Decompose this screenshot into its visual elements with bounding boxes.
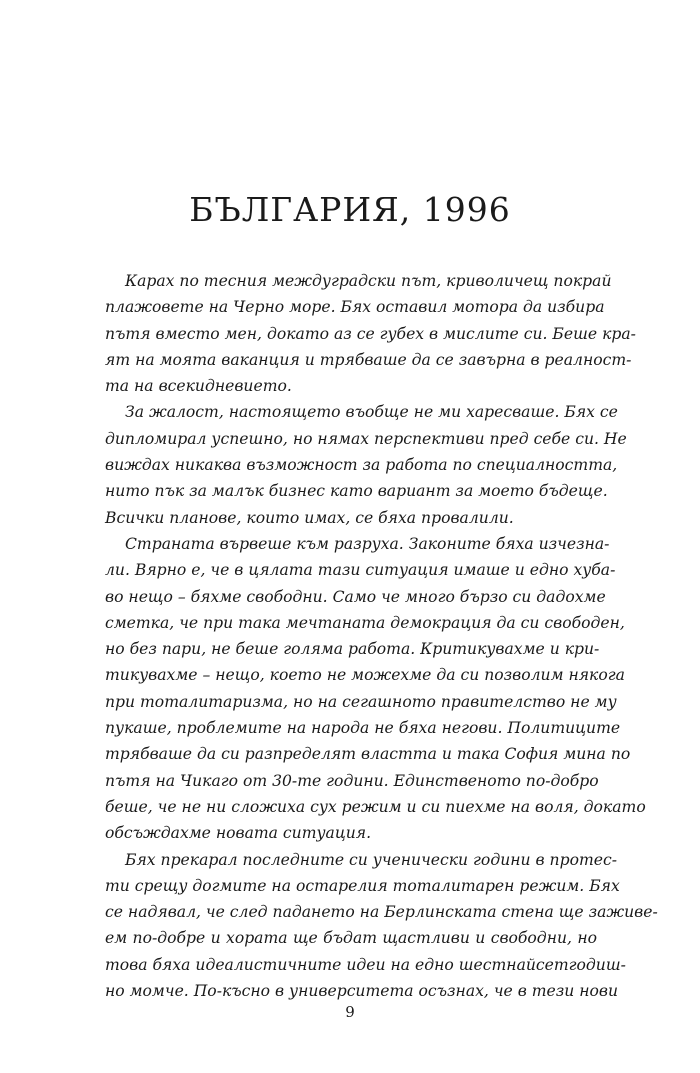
text-line: нито пък за малък бизнес като вариант за моето бъдеще. [105,482,608,501]
paragraph [105,268,636,399]
paragraph [105,531,646,847]
text-line: Страната вървеше към разруха. Законите бяха изчезна- [125,534,610,553]
text-line: трябваше да си разпределят властта и така София мина по [105,745,631,764]
text-line: при тоталитаризма, но на сегашното правителство не му [105,692,617,711]
text-line: ем по-добре и хората ще бъдат щастливи и свободни, но [105,929,597,948]
text-line: обсъждахме новата ситуация. [105,824,372,843]
text-line: пътя на Чикаго от 30-те години. Единственото по-добро [105,771,599,790]
text-line: пътя вместо мен, докато аз се губех в мислите си. Беше кра- [105,324,636,343]
text-line: плажовете на Черно море. Бях оставил мотора да избира [105,298,605,317]
text-line: но без пари, не беше голяма работа. Критикувахме и кри- [105,640,600,659]
text-line: се надявал, че след падането на Берлинската стена ще заживе- [105,903,658,922]
text-line: Всички планове, които имах, се бяха провалили. [105,508,514,527]
text-line: дипломирал успешно, но нямах перспективи пред себе си. Не [105,429,627,448]
text-line: ят на моята ваканция и трябваше да се завърна в реалност- [105,350,632,369]
text-line: во нещо – бяхме свободни. Само че много бързо си дадохме [105,587,606,606]
text-line: За жалост, настоящето въобще не ми харесваше. Бях се [125,403,618,422]
text-line: сметка, че при така мечтаната демокрация да си свободен, [105,613,625,632]
paragraph [105,399,627,530]
text-line: виждах никаква възможност за работа по специалността, [105,456,618,475]
text-line: Карах по тесния междуградски път, криволичещ покрай [125,272,612,290]
text-line: но момче. По-късно в университета осъзнах, че в тези нови [105,982,619,1001]
paragraph [105,847,658,1005]
chapter-title: БЪЛГАРИЯ, 1996 [189,190,511,229]
page-number: 9 [345,1003,355,1021]
text-line: това бяха идеалистичните идеи на едно шестнайсетгодиш- [105,955,626,974]
text-line: пукаше, проблемите на народа не бяха негови. Политиците [105,719,621,738]
text-line: та на всекидневието. [105,377,292,396]
text-line: тикувахме – нещо, което не можехме да си позволим някога [105,666,625,685]
text-line: беше, че не ни сложиха сух режим и си пиехме на воля, докато [105,797,646,816]
text-line: ти срещу догмите на остарелия тоталитарен режим. Бях [105,876,620,895]
text-line: Бях прекарал последните си ученически години в протес- [125,850,617,869]
body-text [105,268,658,1004]
text-line: ли. Вярно е, че в цялата тази ситуация имаше и едно хуба- [105,561,616,580]
